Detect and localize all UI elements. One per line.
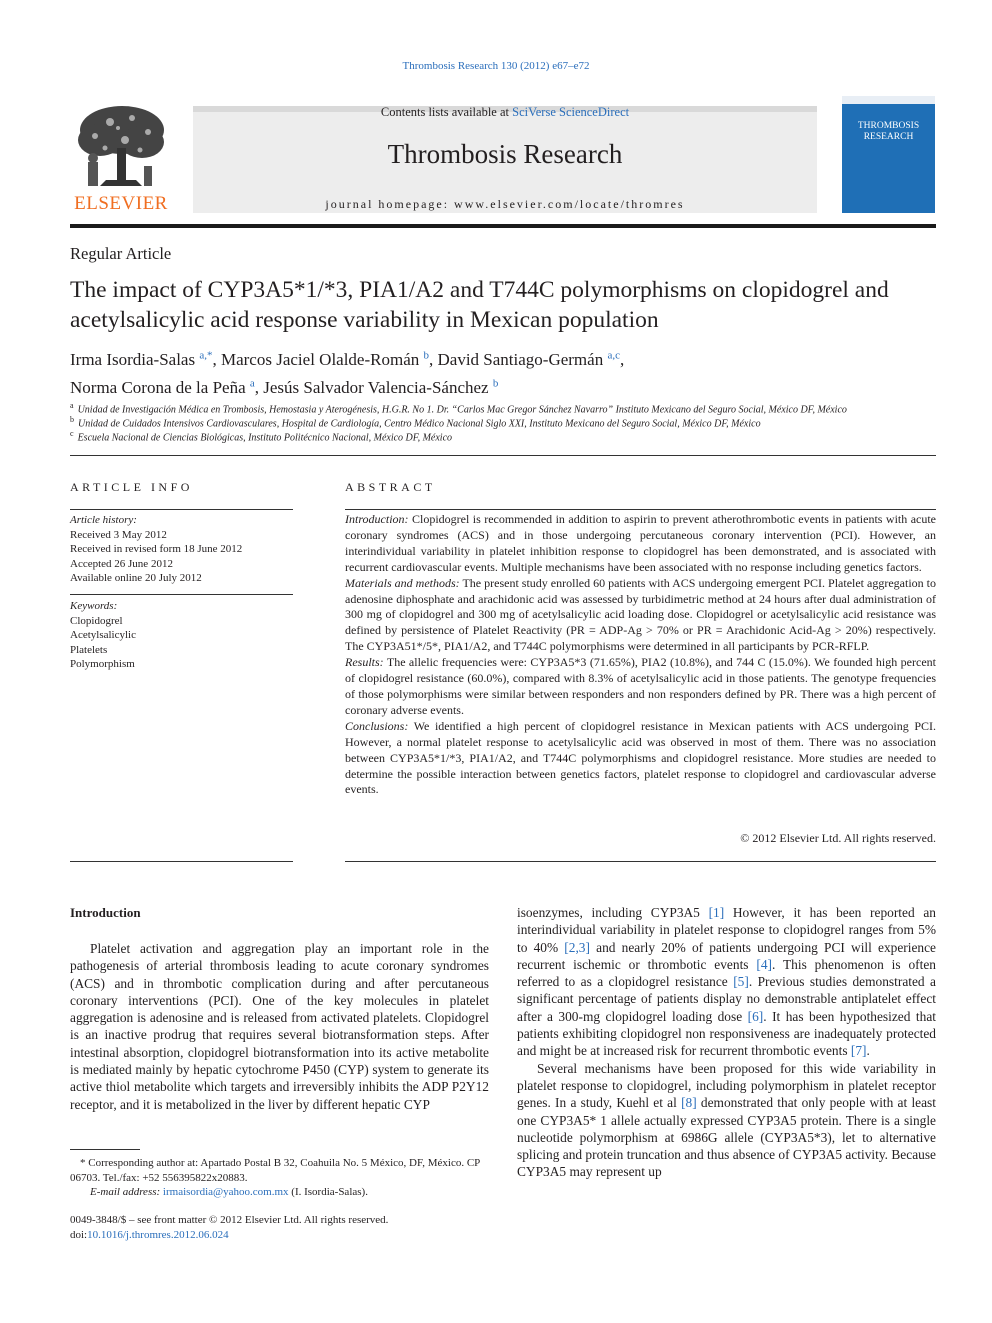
article-history: Article history: Received 3 May 2012 Received in revised form 18 June 2012 Accepted 26 June 2012 Available online 20 July 2012 [70,514,243,584]
affiliation: $^b$ Unidad de Cuidados Intensivos Cardiovasculares, Hospital de Cardiología, Centro Médico Nacional Siglo XXI, Instituto Mexicano del Seguro Social, México DF, México [70,415,761,430]
reference-link[interactable]: [8] [681,1095,697,1111]
body-column-right [517,904,936,1181]
author: Marcos Jaciel Olalde-Román $^b$, [220,349,438,369]
section-heading: Introduction [70,905,141,920]
reference-link[interactable]: [7] [850,1043,867,1059]
body-paragraph: isoenzymes, including CYP3A5 [1] However, it has been reported an interindividual variability in platelet response to clopidogrel ranges from 5% to 40% [2,3] and nearly 20% of patients undergoing PCI will experience recurrent ischemic or thrombotic events [4]. This phenomenon is often referred to as a clopidogrel resistance [5]. Previous studies demonstrated a significant percentage of patients display no demonstrable antiplatelet effect after a 300-mg clopidogrel loading dose [6]. It has been hypothesized that patients exhibiting clopidogrel non responsiveness are inadequately protected and might be at increased risk for recurrent thrombotic events [7]. [517,905,937,1059]
header-rule [70,224,936,228]
reference-link[interactable]: [4] [756,956,772,972]
corresponding-author-footnote: * Corresponding author at: Apartado Postal B 32, Coahuila No. 5 México, DF, México. CP 06703. Tel./fax: +52 556395822x20883. E-mail address: irmaisordia@yahoo.com.mx (I. Isordia-Salas). [70,1157,480,1198]
footnote-rule [70,1149,140,1150]
doi-link[interactable]: 10.1016/j.thromres.2012.06.024 [87,1228,229,1241]
contents-available [193,105,817,120]
cover-title-line2: RESEARCH [863,132,914,142]
abstract-results: Results: The allelic frequencies were: CYP3A5*3 (71.65%), PIA2 (10.8%), and 744 C (15.0%). We founded high percent of clopidogrel resistance (60.0%), compared with 8.3% of acetylsalicylic acid in those patients. The genotype frequencies of those polymorphisms were similar between responders and non responders defined by PR. There was a high percent of coronary adverse events. [345,655,936,717]
journal-citation[interactable]: Thrombosis Research 130 (2012) e67–e72 [402,60,590,72]
abstract-body [345,512,936,798]
email-link[interactable]: irmaisordia@yahoo.com.mx [162,1186,289,1198]
divider [70,594,293,595]
copyright: © 2012 Elsevier Ltd. All rights reserved. [740,831,936,845]
author: Norma Corona de la Peña $^a$, [70,377,264,398]
elsevier-wordmark: ELSEVIER [74,193,168,214]
abstract-introduction: Introduction: Clopidogrel is recommended in addition to aspirin to prevent atherothrombotic events in patients with acute coronary syndromes (ACS) and in those undergoing percutaneous coronary intervention (PCI). However, an interindividual variability in platelet inhibition response to clopidogrel has been demonstrated, and is associated with recurrent cardiovascular events. Multiple mechanisms have been associated with no response including genetics factors. [345,512,936,574]
divider [70,455,936,456]
divider [70,509,293,510]
keywords: Keywords: Clopidogrel Acetylsalicylic Platelets Polymorphism [70,600,136,670]
body-column-left [70,940,489,1113]
author-list [70,343,936,400]
journal-cover-image [842,96,935,213]
reference-link[interactable]: [5] [733,974,749,990]
abstract-conclusions: Conclusions: We identified a high percent of clopidogrel resistance in Mexican patients with ACS undergoing PCI. However, a normal platelet response to acetylsalicylic acid was observed in most of them. There was no association between CYP3A5*1/*3, PIA1/A2, and T744C polymorphisms and clopidogrel resistance. More studies are needed to determine the possible interaction between genetics factors, platelet response to clopidogrel and cardiovascular adverse events. [345,718,936,797]
article-info-heading: ARTICLE INFO [70,480,193,494]
sciencedirect-link[interactable]: SciVerse ScienceDirect [512,105,630,119]
affiliation: $^c$ Escuela Nacional de Ciencias Biológicas, Instituto Politécnico Nacional, México DF, México [70,429,453,444]
contents-prefix: Contents lists available at [380,105,513,119]
journal-title: Thrombosis Research [387,139,623,169]
abstract-heading: ABSTRACT [345,480,436,494]
issn-doi: 0049-3848/$ – see front matter © 2012 Elsevier Ltd. All rights reserved. doi:10.1016/j.thromres.2012.06.024 [70,1214,389,1241]
journal-cover-title [842,121,935,143]
body-paragraph: Several mechanisms have been proposed for this wide variability in platelet response to clopidogrel, including polymorphism in platelet receptor genes. In a study, Kuehl et al [8] demonstrated that only people with at least one CYP3A5* 1 allele actually expressed CYP3A5 protein. There is a single nucleotide polymorphism at 6986G allele (CYP3A5*3), let to alternative splicing and protein truncation and thus absence of CYP3A5 activity. Because CYP3A5 may represent up [517,1060,936,1180]
author: David Santiago-Germán $^{a,c}$, [437,349,625,369]
divider [70,861,293,862]
divider [345,861,936,862]
reference-link[interactable]: [2,3] [564,939,590,955]
article-type: Regular Article [70,244,172,263]
affiliation: $^a$ Unidad de Investigación Médica en Trombosis, Hemostasia y Aterogénesis, H.G.R. No 1. Dr. “Carlos Mac Gregor Sánchez Navarro” Instituto Mexicano del Seguro Social, México DF, México [70,401,847,416]
journal-homepage[interactable]: journal homepage: www.elsevier.com/locate/thromres [325,197,685,211]
author: Jesús Salvador Valencia-Sánchez $^b$ [263,377,499,398]
article-title: The impact of CYP3A5*1/*3, PIA1/A2 and T744C polymorphisms on clopidogrel and acetylsalicylic acid response variability in Mexican population [70,277,889,333]
author: Irma Isordia-Salas $^{a,*}$, [70,349,221,369]
divider [345,509,936,510]
journal-cover-top [842,96,935,104]
body-paragraph: Platelet activation and aggregation play an important role in the pathogenesis of arterial thrombosis leading to acute coronary syndromes (ACS) and in thrombotic complication during and after percutaneous coronary interventions (PCI). One of the key molecules in platelet aggregation is adenosine and is released from activated platelets. Clopidogrel is an inactive prodrug that requires several biotransformation steps. After intestinal absorption, clopidogrel biotransformation into its active metabolite is mediated mainly by hepatic cytochrome P450 (CYP) system to generate its active thiol metabolite which targets and irreversibly inhibits the ADP P2Y12 receptor, and it is metabolized in the liver by different hepatic CYP [70,941,489,1112]
abstract-methods: Materials and methods: The present study enrolled 60 patients with ACS undergoing emergent PCI. Platelet aggregation to adenosine diphosphate and arachidonic acid was assessed by turbidimetric method at 24 hours after dual administration of 300 mg of clopidogrel and 300 mg of acetylsalicylic acid loading dose. Clopidogrel or acetylsalicylic acid resistance was defined by persistence of Platelet Reactivity (PR = ADP-Ag > 70% or PR = Arachidonic Acid-Ag > 20%) respectively. The CYP3A51*/5*, PIA1/A2, and T744C polymorphisms were determined in all participants by PCR-RFLP. [345,575,936,654]
reference-link[interactable]: [6] [747,1008,764,1024]
cover-title-line1: THROMBOSIS [857,121,920,131]
reference-link[interactable]: [1] [708,905,725,920]
